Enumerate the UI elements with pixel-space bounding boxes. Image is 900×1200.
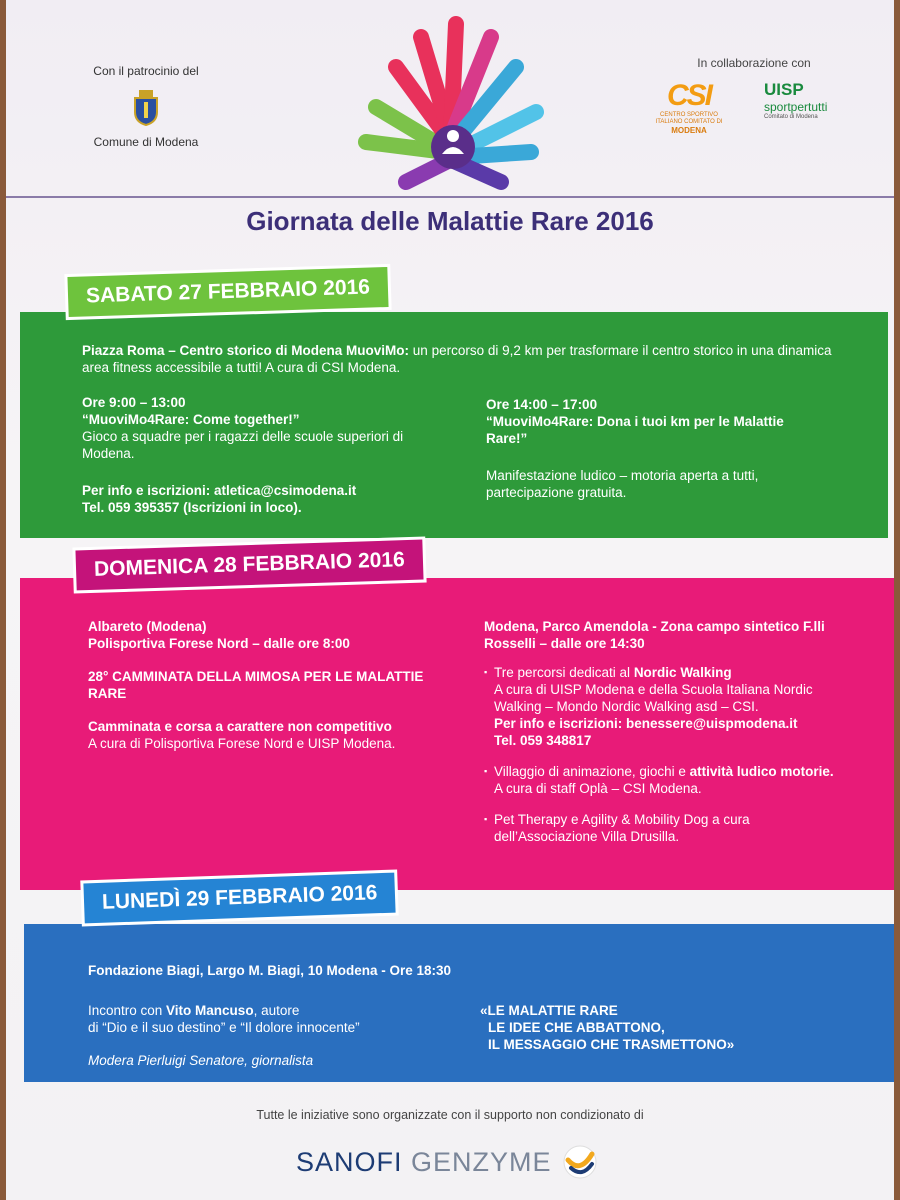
header-divider — [6, 196, 894, 198]
collab-block — [654, 56, 854, 135]
monday-moderator: Modera Pierluigi Senatore, giornalista — [88, 1053, 314, 1068]
saturday-right-column — [486, 396, 826, 501]
sunday-right-place: Modena, Parco Amendola - Zona campo sintetico F.lli Rosselli – dalle ore 14:30 — [484, 619, 825, 651]
monday-books: di “Dio e il suo destino” e “Il dolore innocente” — [88, 1020, 360, 1035]
sunday-left-place: Albareto (Modena) — [88, 619, 207, 634]
saturday-left-info: Per info e iscrizioni: atletica@csimodena.it — [82, 483, 357, 498]
patron-name: Comune di Modena — [93, 135, 199, 149]
list-item: ▪ Tre percorsi dedicati al Nordic Walking A cura di UISP Modena e della Scuola Italiana Nordic Walking – Mondo Nordic Walking asd – CSI. Per info e iscrizioni: benessere@uispmodena.it Tel. 059 348817 — [484, 664, 844, 749]
saturday-left-tel: Tel. 059 395357 (Iscrizioni in loco). — [82, 500, 302, 515]
saturday-banner: SABATO 27 FEBBRAIO 2016 — [67, 267, 388, 317]
page-title: Giornata delle Malattie Rare 2016 — [246, 206, 654, 236]
sunday-section — [20, 578, 894, 890]
sunday-banner: DOMENICA 28 FEBBRAIO 2016 — [75, 540, 423, 591]
hands-logo-icon — [336, 12, 566, 192]
sponsor-swirl-icon — [562, 1144, 598, 1180]
uisp-logo: UISP sportpertutti Comitato di Modena — [764, 80, 828, 120]
sunday-bullets — [484, 664, 844, 845]
saturday-intro: Piazza Roma – Centro storico di Modena MuoviMo: un percorso di 9,2 km per trasformare il centro storico in una dinamica area fitness accessibile a tutti! A cura di CSI Modena. — [82, 343, 832, 375]
city-crest-icon — [131, 88, 161, 126]
monday-place: Fondazione Biagi, Largo M. Biagi, 10 Modena - Ore 18:30 — [88, 963, 452, 978]
csi-logo: CSI CENTRO SPORTIVO ITALIANO COMITATO DI MODENA — [655, 79, 723, 135]
list-item: ▪ Villaggio di animazione, giochi e attività ludico motorie. A cura di staff Oplà – CSI Modena. — [484, 763, 844, 797]
sunday-left-type: Camminata e corsa a carattere non competitivo — [88, 719, 392, 734]
collab-label: In collaborazione con — [697, 56, 811, 70]
list-item: ▪ Pet Therapy e Agility & Mobility Dog a cura dell’Associazione Villa Drusilla. — [484, 811, 844, 845]
saturday-right-desc: Manifestazione ludico – motoria aperta a tutti, partecipazione gratuita. — [486, 468, 759, 500]
saturday-left-title: “MuoviMo4Rare: Come together!” — [82, 412, 300, 427]
saturday-left-desc: Gioco a squadre per i ragazzi delle scuole superiori di Modena. — [82, 429, 404, 461]
monday-quote: «LE MALATTIE RARE LE IDEE CHE ABBATTONO, IL MESSAGGIO CHE TRASMETTONO» — [480, 1003, 735, 1052]
sunday-left-place2: Polisportiva Forese Nord – dalle ore 8:00 — [88, 636, 350, 651]
monday-banner: LUNEDÌ 29 FEBBRAIO 2016 — [83, 873, 396, 924]
patron-label: Con il patrocinio del — [93, 64, 199, 78]
patron-block — [76, 64, 216, 149]
monday-left-column: Incontro con Vito Mancuso, autore di “Dio e il suo destino” e “Il dolore innocente” Modera Pierluigi Senatore, giornalista — [88, 1002, 468, 1069]
sponsor-name: SANOFI GENZYME — [296, 1146, 552, 1177]
sunday-left-org: A cura di Polisportiva Forese Nord e UISP Modena. — [88, 736, 396, 751]
footer-note: Tutte le iniziative sono organizzate con il supporto non condizionato di — [256, 1108, 644, 1122]
saturday-left-column — [82, 394, 442, 516]
saturday-right-time: Ore 14:00 – 17:00 — [486, 397, 598, 412]
saturday-left-time: Ore 9:00 – 13:00 — [82, 395, 186, 410]
sunday-left-column — [88, 618, 448, 752]
saturday-section — [20, 312, 888, 538]
poster — [6, 0, 894, 1200]
sunday-right-column — [484, 618, 844, 859]
sponsor-logo — [296, 1144, 598, 1180]
monday-section — [24, 924, 894, 1082]
sunday-left-event: 28° CAMMINATA DELLA MIMOSA PER LE MALATTIE RARE — [88, 669, 424, 701]
saturday-right-title: “MuoviMo4Rare: Dona i tuoi km per le Malattie Rare!” — [486, 414, 784, 446]
